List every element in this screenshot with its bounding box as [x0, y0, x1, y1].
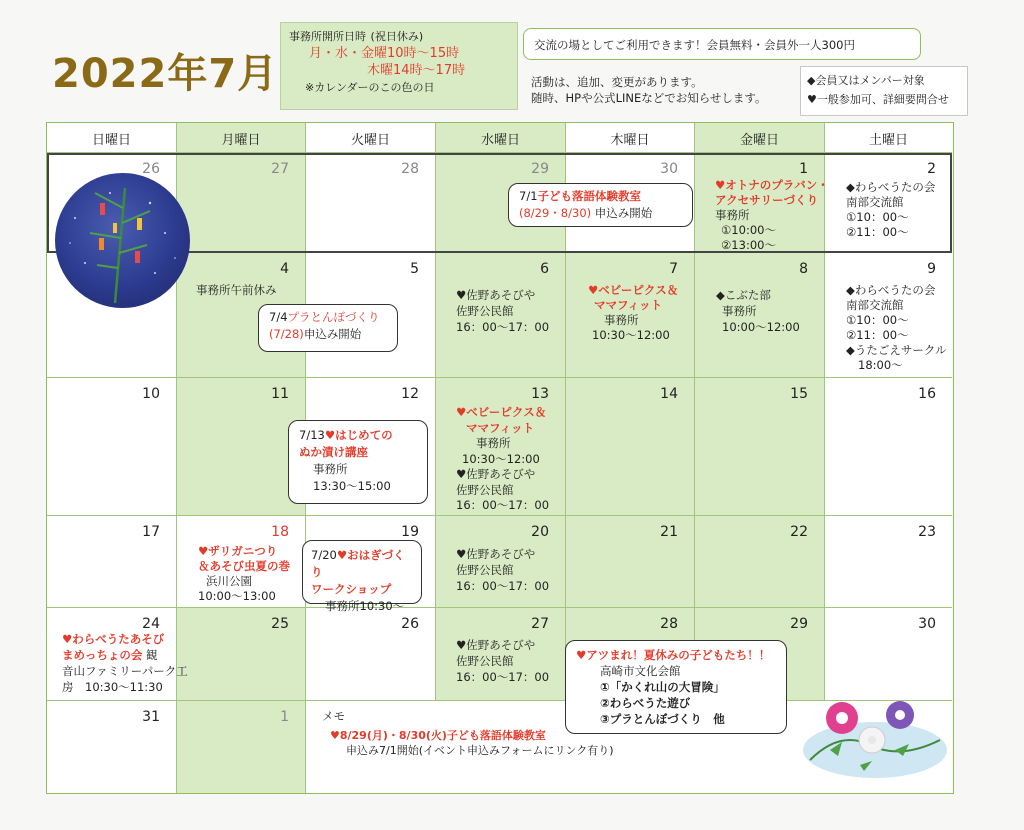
memo-label: メモ: [322, 709, 345, 723]
event-sat2: ◆わらべうたの会 南部交流館 ①10：00～ ②11：00～: [846, 180, 936, 239]
day-cell: 19: [306, 516, 436, 608]
legend-member: ◆会員又はメンバー対象: [807, 74, 925, 87]
bubble-nuka: 7/13♥はじめての ぬか漬け講座 事務所 13:30～15:00: [288, 420, 428, 504]
bubble-ohagi: 7/20♥おはぎづくり ワークショップ 事務所10:30～: [302, 540, 422, 604]
day-cell: 10: [47, 378, 177, 516]
day-cell: 29: [695, 608, 825, 701]
event-mon18: ♥ザリガニつり ＆あそび虫夏の巻 浜川公園 10:00～13:00: [198, 544, 290, 603]
weekday-thu: 木曜日: [566, 123, 695, 153]
bubble-rakugo: 7/1子ども落語体験教室 (8/29・8/30) 申込み開始: [508, 183, 693, 227]
day-cell: 25: [177, 608, 306, 701]
day-cell: 26: [306, 608, 436, 701]
day-cell: 1: [695, 153, 825, 253]
event-wed6: ♥佐野あそびや 佐野公民館 16：00～17：00: [456, 288, 550, 334]
memo-line2: 申込み7/1開始(イベント申込みフォームにリンク有り): [346, 744, 614, 757]
day-cell: 26: [47, 153, 177, 253]
day-cell: 15: [695, 378, 825, 516]
day-cell: 2: [825, 153, 952, 253]
bubble-summer: ♥アツまれ！夏休みの子どもたち！！ 高崎市文化会館 ①「かくれ山の大冒険」 ②わらべうた遊び ③プラとんぼづくり 他: [565, 640, 787, 734]
day-cell: 12: [306, 378, 436, 516]
office-hours-heading: 事務所開所日時 (祝日休み): [289, 30, 424, 43]
legend-public: ♥一般参加可、詳細要問合せ: [807, 93, 949, 106]
weekday-tue: 火曜日: [306, 123, 436, 153]
day-cell: 28: [566, 608, 695, 701]
day-cell: 7: [566, 253, 695, 378]
event-wed13: ♥ベビーピクス＆ ママフィット 事務所 10:30～12:00 ♥佐野あそびや 佐野公民館 16：00～17：00: [456, 405, 550, 512]
day-cell: 27: [436, 608, 566, 701]
day-cell: 20: [436, 516, 566, 608]
calendar-title: 2022年7月: [52, 51, 279, 97]
day-cell: 1: [177, 701, 306, 793]
event-wed20: ♥佐野あそびや 佐野公民館 16：00～17：00: [456, 547, 550, 593]
day-cell: 30: [825, 608, 952, 701]
weekday-mon: 月曜日: [177, 123, 306, 153]
day-cell: 31: [47, 701, 177, 793]
day-cell: 9: [825, 253, 952, 378]
event-thu7: ♥ベビーピクス＆ ママフィット 事務所 10:30～12:00: [588, 283, 679, 342]
day-cell: 14: [566, 378, 695, 516]
office-hours-line2: 木曜14時～17時: [367, 63, 466, 78]
day-cell: 8: [695, 253, 825, 378]
day-cell: 4: [177, 253, 306, 378]
event-fri8: ◆こぶた部 事務所 10:00～12:00: [716, 288, 800, 334]
weekday-wed: 水曜日: [436, 123, 566, 153]
event-sun24: ♥わらべうたあそび まめっちょの会 観 音山ファミリーパーク工 房 10:30～11:30: [62, 632, 188, 694]
day-cell: 24: [47, 608, 177, 701]
office-hours-note: ※カレンダーのこの色の日: [305, 81, 435, 94]
day-cell: 30: [566, 153, 695, 253]
event-mon4: 事務所午前休み: [196, 283, 277, 297]
weekday-sun: 日曜日: [47, 123, 177, 153]
legend: [800, 66, 968, 116]
office-hours-line1: 月・水・金曜10時～15時: [309, 46, 460, 61]
bubble-tombo: 7/4プラとんぼづくり (7/28)申込み開始: [258, 304, 398, 352]
notice-text: 活動は、追加、変更があります。 随時、HPや公式LINEなどでお知らせします。: [531, 75, 767, 105]
event-fri1: ♥オトナのプラバン・ アクセサリーづくり 事務所 ①10:00～ ②13:00～: [715, 178, 829, 252]
day-cell: 28: [306, 153, 436, 253]
weekday-fri: 金曜日: [695, 123, 825, 153]
tanabata-illustration: [55, 173, 190, 308]
day-cell: 21: [566, 516, 695, 608]
weekday-sat: 土曜日: [825, 123, 952, 153]
day-cell: 23: [825, 516, 952, 608]
day-cell: 6: [436, 253, 566, 378]
day-cell: 5: [306, 253, 436, 378]
event-sat9: ◆わらべうたの会 南部交流館 ①10：00～ ②11：00～ ◆うたごえサークル 18:00～: [846, 283, 947, 372]
day-cell: 17: [47, 516, 177, 608]
day-cell: 16: [825, 378, 952, 516]
event-wed27: ♥佐野あそびや 佐野公民館 16：00～17：00: [456, 638, 550, 684]
day-cell: 13: [436, 378, 566, 516]
intro-text: 交流の場としてご利用できます！会員無料・会員外一人300円: [523, 28, 921, 60]
day-cell: 27: [177, 153, 306, 253]
day-cell: 22: [695, 516, 825, 608]
day-cell: 29: [436, 153, 566, 253]
memo-line1: ♥8/29(月)・8/30(火)子ども落語体験教室: [330, 729, 546, 742]
day-cell: 18: [177, 516, 306, 608]
day-cell: 11: [177, 378, 306, 516]
office-hours-box: [280, 22, 518, 110]
morning-glory-illustration: [800, 690, 950, 780]
